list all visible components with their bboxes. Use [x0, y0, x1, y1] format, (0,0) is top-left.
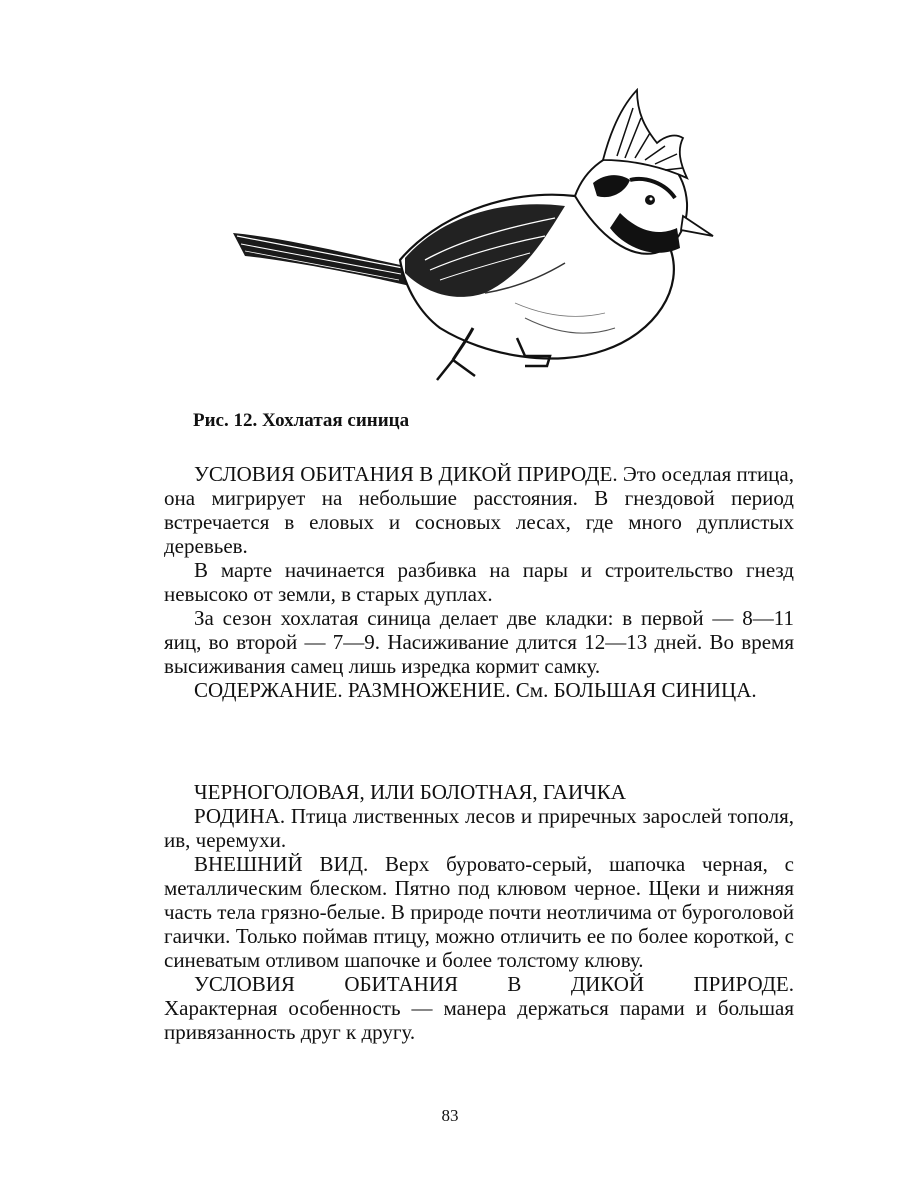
crested-tit-illustration [225, 88, 720, 383]
paragraph-feature: Характерная особенность — манера держаться парами и большая привязанность друг к другу. [164, 996, 794, 1044]
paragraph-clutch: За сезон хохлатая синица делает две кладки: в первой — 8—11 яиц, во второй — 7—9. Насиживание длится 12—13 дней. Во время высиживания самец лишь изредка кормит самку. [164, 606, 794, 678]
paragraph-habitat-heading: УСЛОВИЯ ОБИТАНИЯ В ДИКОЙ ПРИРОДЕ. [194, 972, 794, 996]
text-block-2 [164, 780, 794, 1044]
bird-drawing [225, 88, 720, 383]
page-number: 83 [441, 1106, 459, 1125]
paragraph-march: В марте начинается разбивка на пары и строительство гнезд невысоко от земли, в старых дуплах. [164, 558, 794, 606]
text-block-1 [164, 462, 794, 702]
paragraph-habitat: УСЛОВИЯ ОБИТАНИЯ В ДИКОЙ ПРИРОДЕ. Это оседлая птица, она мигрирует на небольшие расстояния. В гнездовой период встречается в еловых и сосновых лесах, где много дуплистых деревьев. [164, 462, 794, 558]
section-title: ЧЕРНОГОЛОВАЯ, ИЛИ БОЛОТНАЯ, ГАИЧКА [194, 780, 626, 804]
paragraph-keeping: СОДЕРЖАНИЕ. РАЗМНОЖЕНИЕ. См. БОЛЬШАЯ СИНИЦА. [194, 678, 757, 702]
paragraph-appearance: ВНЕШНИЙ ВИД. Верх буровато-серый, шапочка черная, с металлическим блеском. Пятно под клювом черное. Щеки и нижняя часть тела грязно-белые. В природе почти неотличима от буроголовой гаички. Только поймав птицу, можно отличить ее по более короткой, с синеватым отливом шапочке и более толстому клюву. [164, 852, 794, 972]
figure-caption: Рис. 12. Хохлатая синица [193, 410, 410, 431]
paragraph-homeland: РОДИНА. Птица лиственных лесов и приречных зарослей тополя, ив, черемухи. [164, 804, 794, 852]
